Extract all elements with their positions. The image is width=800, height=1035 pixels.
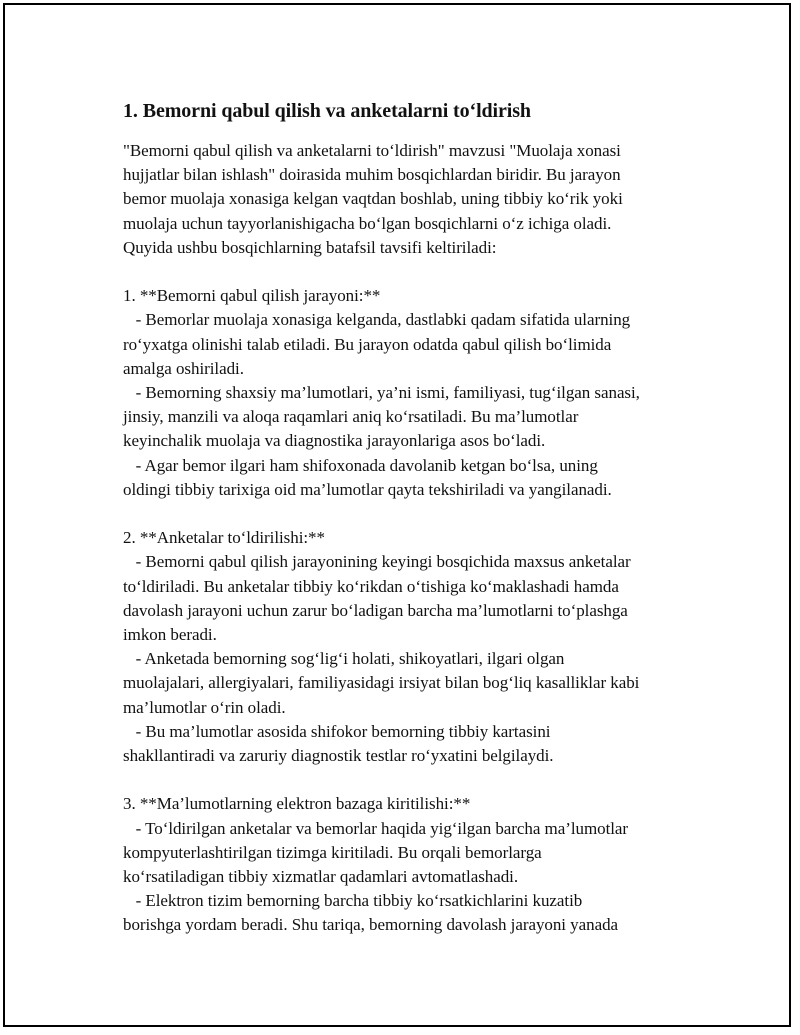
text-line: hujjatlar bilan ishlash" doirasida muhim bosqichlardan biridir. Bu jarayon: [123, 165, 621, 185]
text-line: - Bu ma’lumotlar asosida shifokor bemorning tibbiy kartasini: [123, 721, 551, 741]
blank-line: [123, 260, 713, 284]
text-line: "Bemorni qabul qilish va anketalarni to‘ldirish" mavzusi "Muolaja xonasi: [123, 141, 621, 160]
text-line: amalga oshiriladi.: [123, 358, 244, 378]
document-content: [123, 97, 713, 938]
blank-line: [123, 768, 713, 792]
text-line: 3. **Ma’lumotlarning elektron bazaga kiritilishi:**: [123, 794, 471, 814]
text-line: davolash jarayoni uchun zarur bo‘ladigan barcha ma’lumotlarni to‘plashga: [123, 600, 628, 620]
text-line: ma’lumotlar o‘rin oladi.: [123, 697, 286, 717]
text-line: 2. **Anketalar to‘ldirilishi:**: [123, 528, 325, 548]
text-line: ro‘yxatga olinishi talab etiladi. Bu jarayon odatda qabul qilish bo‘limida: [123, 334, 612, 354]
text-line: muolajalari, allergiyalari, familiyasidagi irsiyat bilan bog‘liq kasalliklar kabi: [123, 673, 640, 693]
text-line: - Bemorlar muolaja xonasiga kelganda, dastlabki qadam sifatida ularning: [123, 310, 631, 330]
text-line: oldingi tibbiy tarixiga oid ma’lumotlar qayta tekshiriladi va yangilanadi.: [123, 479, 612, 499]
text-line: - To‘ldirilgan anketalar va bemorlar haqida yig‘ilgan barcha ma’lumotlar: [123, 818, 629, 838]
text-line: keyinchalik muolaja va diagnostika jarayonlariga asos bo‘ladi.: [123, 431, 546, 451]
text-line: kompyuterlashtirilgan tizimga kiritiladi. Bu orqali bemorlarga: [123, 842, 542, 862]
text-line: - Elektron tizim bemorning barcha tibbiy ko‘rsatkichlarini kuzatib: [123, 891, 583, 911]
blank-line: [123, 502, 713, 526]
text-line: - Anketada bemorning sog‘lig‘i holati, shikoyatlari, ilgari olgan: [123, 649, 565, 669]
text-line: borishga yordam beradi. Shu tariqa, bemorning davolash jarayoni yanada: [123, 915, 619, 935]
text-line: muolaja uchun tayyorlanishigacha bo‘lgan bosqichlarni o‘z ichiga oladi.: [123, 213, 612, 233]
text-line: jinsiy, manzili va aloqa raqamlari aniq ko‘rsatiladi. Bu ma’lumotlar: [123, 407, 579, 427]
document-title: 1. Bemorni qabul qilish va anketalarni to‘ldirish: [123, 100, 531, 122]
document-body: [123, 139, 713, 938]
page-frame: [3, 3, 791, 1027]
text-line: to‘ldiriladi. Bu anketalar tibbiy ko‘rikdan o‘tishiga ko‘maklashadi hamda: [123, 576, 619, 596]
text-line: Quyida ushbu bosqichlarning batafsil tavsifi keltiriladi:: [123, 237, 497, 257]
text-line: - Bemorning shaxsiy ma’lumotlari, ya’ni ismi, familiyasi, tug‘ilgan sanasi,: [123, 383, 640, 403]
text-line: imkon beradi.: [123, 625, 217, 645]
text-line: - Bemorni qabul qilish jarayonining keyingi bosqichida maxsus anketalar: [123, 552, 631, 572]
text-line: - Agar bemor ilgari ham shifoxonada davolanib ketgan bo‘lsa, uning: [123, 455, 598, 475]
text-line: ko‘rsatiladigan tibbiy xizmatlar qadamlari avtomatlashadi.: [123, 867, 519, 887]
text-line: shakllantiradi va zaruriy diagnostik testlar ro‘yxatini belgilaydi.: [123, 746, 554, 766]
text-line: bemor muolaja xonasiga kelgan vaqtdan boshlab, uning tibbiy ko‘rik yoki: [123, 189, 623, 209]
text-line: 1. **Bemorni qabul qilish jarayoni:**: [123, 286, 381, 306]
